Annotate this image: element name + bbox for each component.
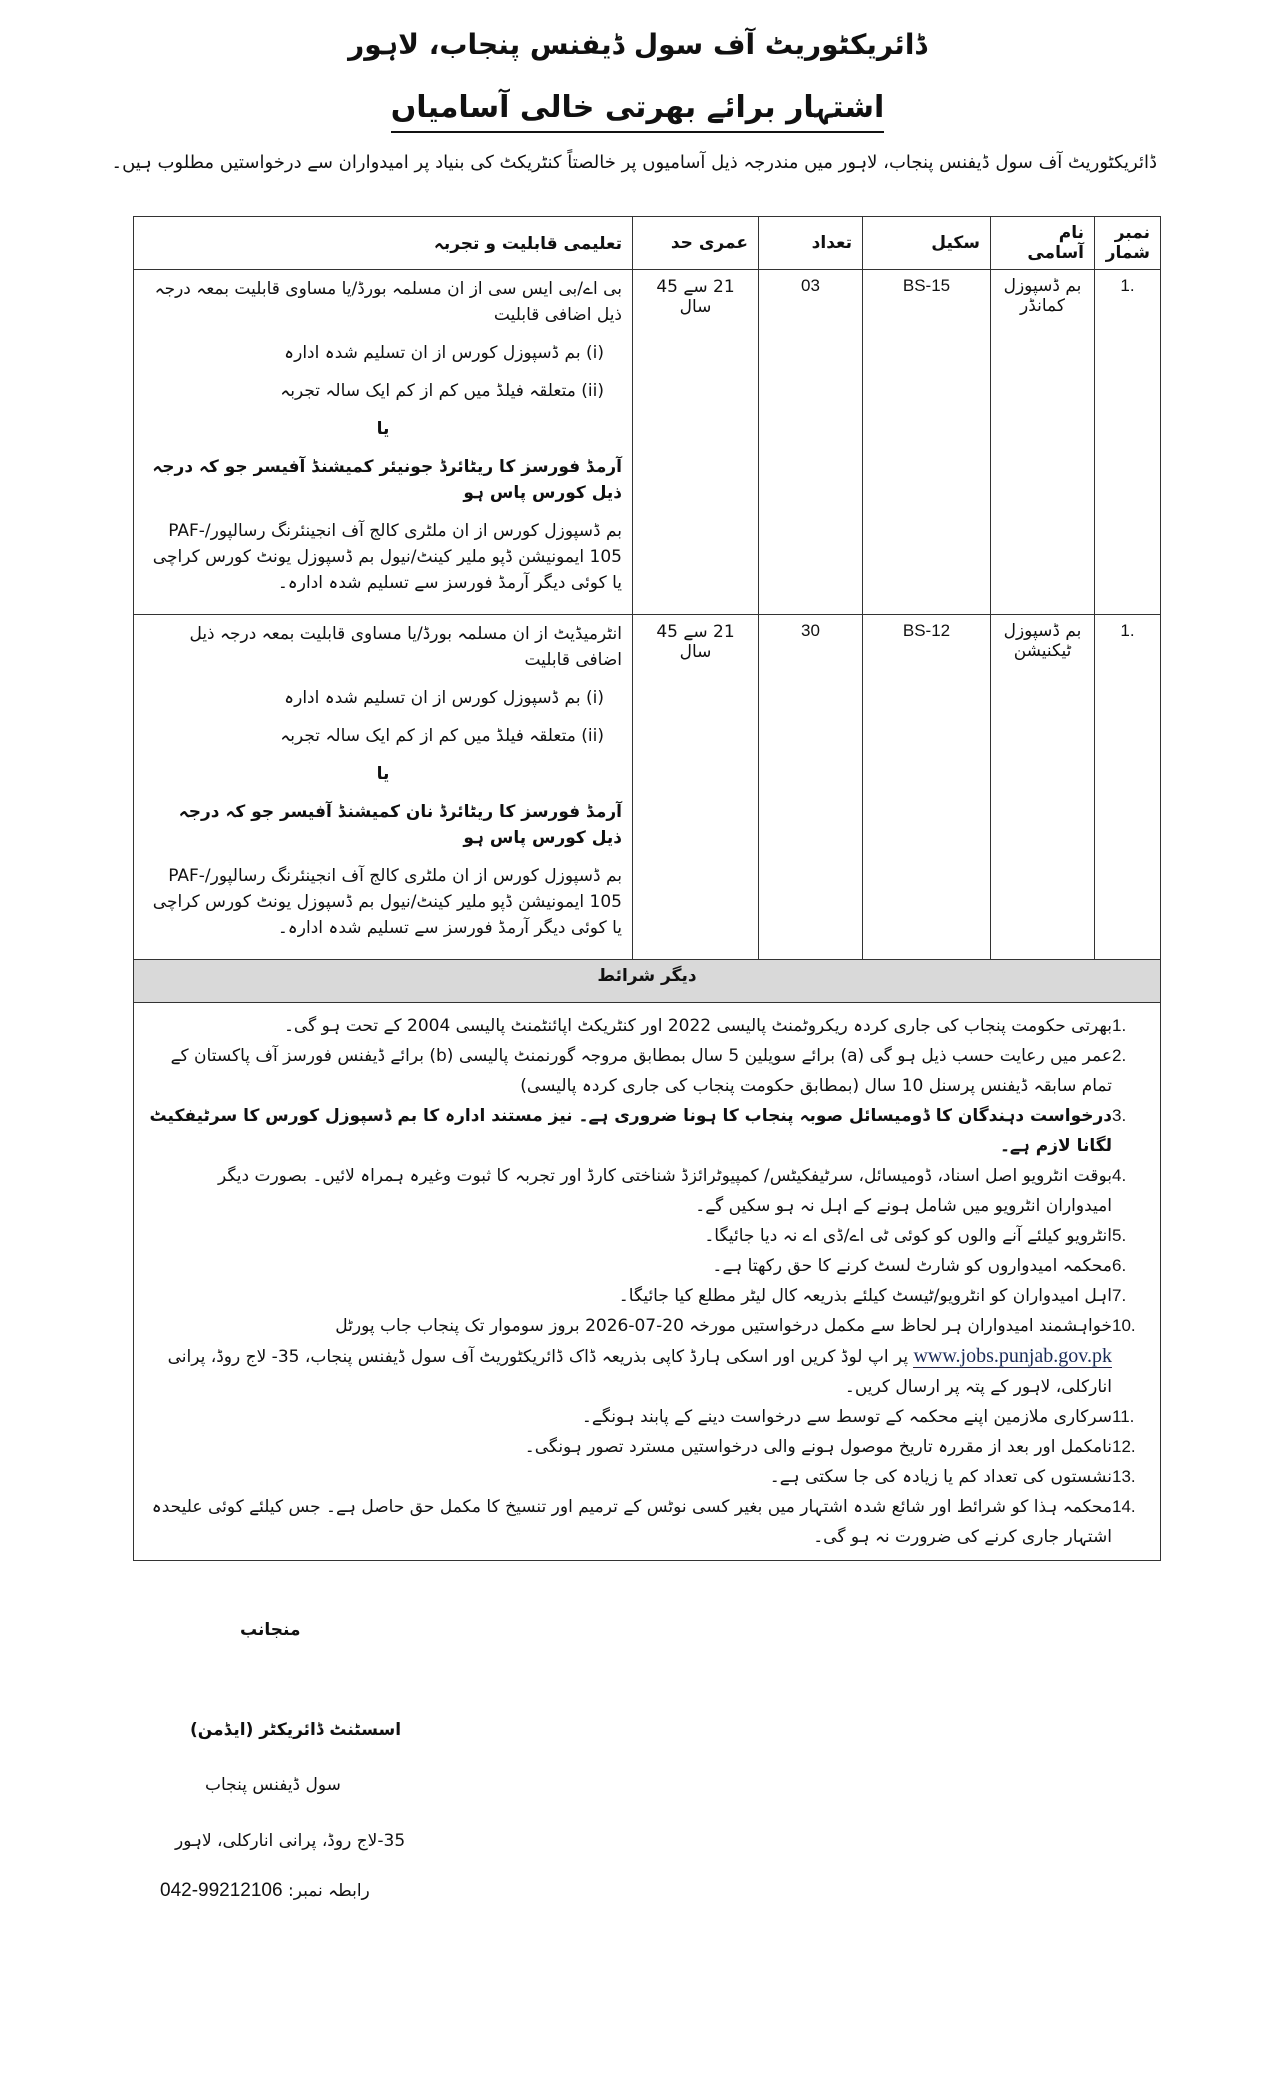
table-row: [134, 615, 1161, 960]
row-age: 21 سے 45 سال: [633, 270, 759, 615]
condition-item: [148, 1311, 1146, 1402]
condition-text: انٹرویو کیلئے آنے والوں کو کوئی ٹی اے/ڈی اے نہ دیا جائیگا۔: [704, 1226, 1112, 1246]
condition-text: سرکاری ملازمین اپنے محکمہ کے توسط سے درخواست دینے کے پابند ہونگے۔: [581, 1407, 1112, 1427]
row-count: 03: [759, 270, 863, 615]
vacancies-table: [133, 216, 1161, 1561]
signature-designation: اسسٹنٹ ڈائریکٹر (ایڈمن): [190, 1720, 402, 1740]
condition-item: [148, 1041, 1146, 1101]
condition-item: [148, 1011, 1146, 1041]
condition-text-part: خواہشمند امیدواران ہر لحاظ سے مکمل درخواستیں مورخہ 20-07-2026 بروز سوموار تک پنجاب جاب پورٹل: [335, 1316, 1112, 1336]
conditions-row: [134, 1003, 1161, 1561]
qual-line: (ii) متعلقہ فیلڈ میں کم از کم ایک سالہ تجربہ: [280, 381, 604, 401]
qual-line: (i) بم ڈسپوزل کورس از ان تسلیم شدہ ادارہ: [284, 343, 604, 363]
condition-text: محکمہ امیدواروں کو شارٹ لسٹ کرنے کا حق رکھتا ہے۔: [712, 1256, 1112, 1276]
condition-number: 3.: [1112, 1106, 1127, 1125]
header-qualification: تعلیمی قابلیت و تجربہ: [134, 217, 633, 270]
qual-line: بم ڈسپوزل کورس از ان ملٹری کالج آف انجینئرنگ رسالپور/PAF-105 ایمونیشن ڈپو ملیر کینٹ/نیول بم ڈسپوزل یونٹ کورس کراچی یا کوئی دیگر آرمڈ فورسز سے تسلیم شدہ ادارہ۔: [152, 866, 622, 938]
row-scale: BS-15: [863, 270, 991, 615]
row-scale: BS-12: [863, 615, 991, 960]
conditions-header-row: [134, 960, 1161, 1003]
condition-text: نامکمل اور بعد از مقررہ تاریخ موصول ہونے والی درخواستیں مسترد تصور ہونگی۔: [524, 1437, 1112, 1457]
qual-line: (ii) متعلقہ فیلڈ میں کم از کم ایک سالہ تجربہ: [280, 726, 604, 746]
qual-line: آرمڈ فورسز کا ریٹائرڈ نان کمیشنڈ آفیسر جو کہ درجہ ذیل کورس پاس ہو: [178, 802, 622, 848]
row-qualification: [134, 615, 633, 960]
condition-text: بوقت انٹرویو اصل اسناد، ڈومیسائل، سرٹیفکیٹس/ کمپیوٹرائزڈ شناختی کارڈ اور تجربہ کا ثبوت وغیرہ ہمراہ لائیں۔ بصورت دیگر امیدواران انٹرویو میں شامل ہونے کے اہل نہ ہو سکیں گے۔: [218, 1166, 1112, 1216]
condition-text: [148, 1311, 1112, 1402]
jobs-portal-link[interactable]: www.jobs.punjab.gov.pk: [913, 1345, 1112, 1367]
condition-item: [148, 1251, 1146, 1281]
condition-text-part: پر اپ لوڈ کریں اور اسکی ہارڈ کاپی بذریعہ ڈاک ڈائریکٹوریٹ آف سول ڈیفنس پنجاب، 35- لاج روڈ، پرانی انارکلی، لاہور کے پتہ پر ارسال کریں۔: [167, 1347, 1112, 1397]
condition-text: درخواست دہندگان کا ڈومیسائل صوبہ پنجاب کا ہونا ضروری ہے۔ نیز مستند ادارہ کا بم ڈسپوزل کورس کا سرٹیفکیٹ لگانا لازم ہے۔: [149, 1106, 1112, 1156]
post-line1: بم ڈسپوزل: [1003, 276, 1082, 296]
condition-number: 1.: [1112, 1016, 1127, 1035]
qual-line: انٹرمیڈیٹ از ان مسلمہ بورڈ/یا مساوی قابلیت بمعہ درجہ ذیل اضافی قابلیت: [189, 624, 622, 670]
condition-item: [148, 1161, 1146, 1221]
row-post: [991, 615, 1095, 960]
qual-line: بم ڈسپوزل کورس از ان ملٹری کالج آف انجینئرنگ رسالپور/PAF-105 ایمونیشن ڈپو ملیر کینٹ/نیول بم ڈسپوزل یونٹ کورس کراچی یا کوئی دیگر آرمڈ فورسز سے تسلیم شدہ ادارہ۔: [152, 521, 622, 593]
signature-address: 35-لاج روڈ، پرانی انارکلی، لاہور: [175, 1831, 406, 1851]
header-post: نام آسامی: [991, 217, 1095, 270]
condition-number: 11.: [1112, 1407, 1135, 1426]
condition-number: 2.: [1112, 1046, 1127, 1065]
phone-number: 042-99212106: [160, 1880, 283, 1901]
table-row: [134, 270, 1161, 615]
condition-text: بھرتی حکومت پنجاب کی جاری کردہ ریکروٹمنٹ پالیسی 2022 اور کنٹریکٹ اپائنٹمنٹ پالیسی 2004 کے تحت ہو گی۔: [283, 1016, 1112, 1036]
post-line1: بم ڈسپوزل: [1003, 621, 1082, 641]
condition-number: 13.: [1112, 1467, 1136, 1486]
condition-number: 5.: [1112, 1226, 1127, 1245]
condition-item: [148, 1221, 1146, 1251]
header-scale: سکیل: [863, 217, 991, 270]
condition-item: [148, 1101, 1146, 1161]
row-sr: 1.: [1095, 615, 1161, 960]
post-line2: کمانڈر: [1020, 296, 1065, 316]
qual-line: (i) بم ڈسپوزل کورس از ان تسلیم شدہ ادارہ: [284, 688, 604, 708]
condition-number: 6.: [1112, 1256, 1127, 1275]
condition-text: اہل امیدواران کو انٹرویو/ٹیسٹ کیلئے بذریعہ کال لیٹر مطلع کیا جائیگا۔: [618, 1286, 1112, 1306]
condition-number: 4.: [1112, 1166, 1127, 1185]
ad-title-text: اشتہار برائے بھرتی خالی آسامیاں: [391, 90, 885, 133]
condition-number: 7.: [1112, 1286, 1127, 1305]
header-age: عمری حد: [633, 217, 759, 270]
row-qualification: [134, 270, 633, 615]
condition-item: [148, 1402, 1146, 1432]
qual-line: بی اے/بی ایس سی از ان مسلمہ بورڈ/یا مساوی قابلیت بمعہ درجہ ذیل اضافی قابلیت: [154, 279, 622, 325]
qual-or: یا: [376, 419, 390, 439]
row-sr: 1.: [1095, 270, 1161, 615]
header-count: تعداد: [759, 217, 863, 270]
signature-phone: [160, 1880, 370, 1902]
table-header-row: [134, 217, 1161, 270]
signature-office: سول ڈیفنس پنجاب: [205, 1775, 341, 1795]
condition-item: [148, 1492, 1146, 1552]
qual-line: آرمڈ فورسز کا ریٹائرڈ جونیئر کمیشنڈ آفیسر جو کہ درجہ ذیل کورس پاس ہو: [152, 457, 622, 503]
conditions-list: [134, 1003, 1161, 1561]
row-age: 21 سے 45 سال: [633, 615, 759, 960]
conditions-title: دیگر شرائط: [134, 960, 1161, 1003]
qual-or: یا: [376, 764, 390, 784]
condition-number: 14.: [1112, 1497, 1136, 1516]
ad-title: [0, 90, 1275, 125]
condition-text: عمر میں رعایت حسب ذیل ہو گی (a) برائے سویلین 5 سال بمطابق مروجہ گورنمنٹ پالیسی (b) برائے ڈیفنس فورسز آف پاکستان کے تمام سابقہ ڈیفنس پرسنل 10 سال (بمطابق حکومت پنجاب کی جاری کردہ پالیسی): [170, 1046, 1112, 1096]
condition-item: [148, 1462, 1146, 1492]
intro-text: ڈائریکٹوریٹ آف سول ڈیفنس پنجاب، لاہور میں مندرجہ ذیل آسامیوں پر خالصتاً کنٹریکٹ کی بنیاد پر امیدواران سے درخواستیں مطلوب ہیں۔: [111, 152, 1157, 173]
phone-label: رابطہ نمبر:: [287, 1881, 370, 1901]
condition-number: 12.: [1112, 1437, 1136, 1456]
signature-from: منجانب: [240, 1620, 301, 1640]
condition-text: محکمہ ہذا کو شرائط اور شائع شدہ اشتہار میں بغیر کسی نوٹس کے ترمیم اور تنسیخ کا مکمل حق حاصل ہے۔ جس کیلئے کوئی علیحدہ اشتہار جاری کرنے کی ضرورت نہ ہو گی۔: [151, 1497, 1112, 1547]
post-line2: ٹیکنیشن: [1013, 641, 1072, 661]
header-sr: نمبر شمار: [1095, 217, 1161, 270]
org-title: ڈائریکٹوریٹ آف سول ڈیفنس پنجاب، لاہور: [348, 28, 927, 61]
condition-text: نشستوں کی تعداد کم یا زیادہ کی جا سکتی ہے۔: [769, 1467, 1112, 1487]
condition-item: [148, 1281, 1146, 1311]
row-count: 30: [759, 615, 863, 960]
condition-item: [148, 1432, 1146, 1462]
row-post: [991, 270, 1095, 615]
condition-number: 10.: [1112, 1316, 1136, 1335]
